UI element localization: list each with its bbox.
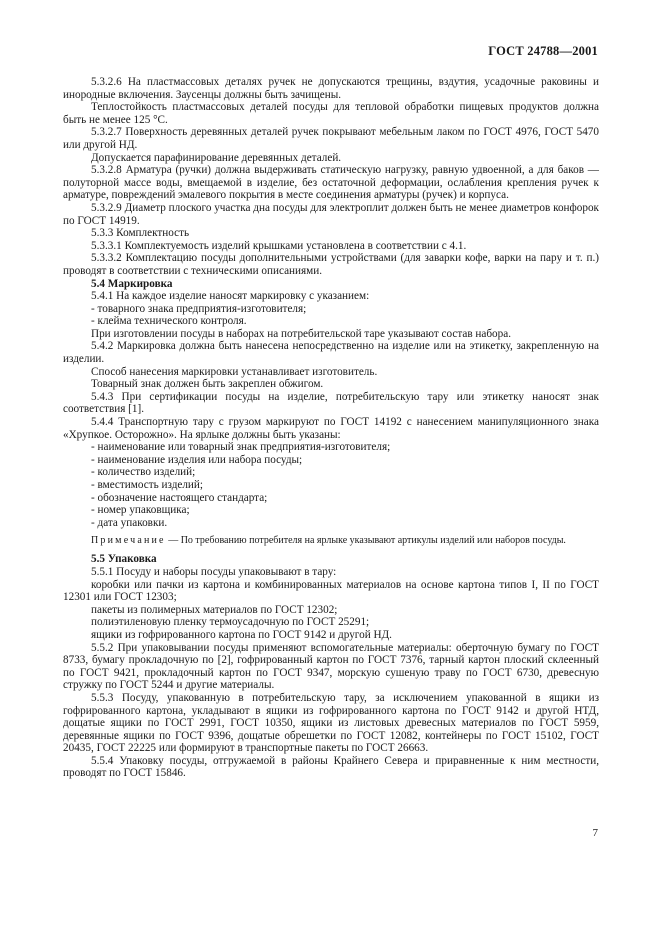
paragraph-marking-method: Способ нанесения маркировки устанавливает изготовитель. xyxy=(91,365,378,378)
note xyxy=(63,535,599,547)
list-item: - количество изделий; xyxy=(91,466,196,479)
paragraph-5-3-3-2: 5.3.3.2 Комплектацию посуды дополнительными устройствами (для заварки кофе, варки на пару и т. п.) проводят в соответствии с техническими описаниями. xyxy=(63,252,599,277)
list-item: - обозначение настоящего стандарта; xyxy=(91,491,268,504)
paragraph-paraffin: Допускается парафинирование деревянных деталей. xyxy=(91,151,342,164)
list-item: - клейма технического контроля. xyxy=(91,315,247,328)
list-item: коробки или пачки из картона и комбинированных материалов на основе картона типов I, II по ГОСТ 12301 или ГОСТ 12303; xyxy=(63,578,599,604)
list-item: - наименование или товарный знак предприятия-изготовителя; xyxy=(91,441,391,454)
paragraph-5-4-4: 5.4.4 Транспортную тару с грузом маркируют по ГОСТ 14192 с нанесением манипуляционного знака «Хрупкое. Осторожно». На ярлыке должны быть указаны: xyxy=(63,416,599,441)
note-label: Примечание xyxy=(91,535,166,547)
paragraph-5-3-2-9: 5.3.2.9 Диаметр плоского участка дна посуды для электроплит должен быть не менее диаметров конфорок по ГОСТ 14919. xyxy=(63,201,599,227)
page-number: 7 xyxy=(592,827,598,839)
paragraph-5-3-3-1: 5.3.3.1 Комплектуемость изделий крышками установлена в соответствии с 4.1. xyxy=(91,239,467,252)
paragraph-5-4-2: 5.4.2 Маркировка должна быть нанесена непосредственно на изделие или на этикетку, закрепленную на изделии. xyxy=(63,340,599,366)
paragraph-5-5-4: 5.5.4 Упаковку посуды, отгружаемой в районы Крайнего Севера и приравненные к ним местности, проводят по ГОСТ 15846. xyxy=(63,754,599,780)
paragraph-5-4-1: 5.4.1 На каждое изделие наносят маркировку с указанием: xyxy=(91,290,370,303)
document-header: ГОСТ 24788—2001 xyxy=(488,44,598,58)
note-text: — По требованию потребителя на ярлыке указывают артикулы изделий или наборов посуды. xyxy=(165,535,566,547)
list-item: - товарного знака предприятия-изготовителя; xyxy=(91,302,307,315)
list-item: полиэтиленовую пленку термоусадочную по ГОСТ 25291; xyxy=(91,616,370,629)
list-item: - дата упаковки. xyxy=(91,516,168,529)
section-heading-marking: 5.4 Маркировка xyxy=(91,277,173,290)
list-item: пакеты из полимерных материалов по ГОСТ 12302; xyxy=(91,603,338,616)
list-item: - наименование изделия или набора посуды; xyxy=(91,453,303,466)
paragraph-heat-resistance: Теплостойкость пластмассовых деталей посуды для тепловой обработки пищевых продуктов должна быть не менее 125 °С. xyxy=(63,101,599,126)
paragraph-5-3-2-7: 5.3.2.7 Поверхность деревянных деталей ручек покрывают мебельным лаком по ГОСТ 4976, ГОСТ 5470 или другой НД. xyxy=(63,126,599,151)
paragraph-trademark: Товарный знак должен быть закреплен обжигом. xyxy=(91,378,324,391)
paragraph-5-5-2: 5.5.2 При упаковывании посуды применяют вспомогательные материалы: оберточную бумагу по ГОСТ 8733, бумагу прокладочную по [2], гофрированный картон по ГОСТ 7376, тарный картон плоский склеенный по ГОСТ 9421, прокладочный картон по ГОСТ 9347, морскую сушеную траву по ГОСТ 6730, древесную стружку по ГОСТ 5244 и другие материалы. xyxy=(63,641,599,692)
list-item: - номер упаковщика; xyxy=(91,504,190,517)
list-item: - вместимость изделий; xyxy=(91,479,204,491)
paragraph-5-3-3: 5.3.3 Комплектность xyxy=(91,227,190,240)
paragraph-5-3-2-8: 5.3.2.8 Арматура (ручки) должна выдерживать статическую нагрузку, равную удвоенной, а для баков — полуторной массе воды, вмещаемой в изделие, без остаточной деформации, ослабления крепления ручек к арматуре, повреждений эмалевого покрытия в месте соединения арматуры (ручек) и корпуса. xyxy=(63,164,599,202)
list-item: ящики из гофрированного картона по ГОСТ 9142 и другой НД. xyxy=(91,628,392,641)
paragraph-5-4-3: 5.4.3 При сертификации посуды на изделие, потребительскую тару или этикетку наносят знак соответствия [1]. xyxy=(63,390,599,416)
paragraph-5-5-3: 5.5.3 Посуду, упакованную в потребительскую тару, за исключением упакованной в ящики из гофрированного картона, укладывают в ящики из гофрированного картона по ГОСТ 9142 и другой НТД, дощатые ящики по ГОСТ 2991, ГОСТ 10350, ящики из листовых древесных материалов по ГОСТ 5959, деревянные ящики по ГОСТ 9396, дощатые обрешетки по ГОСТ 12082, контейнеры по ГОСТ 15102, ГОСТ 20435, ГОСТ 22225 или формируют в транспортные пакеты по ГОСТ 26663. xyxy=(63,691,599,755)
paragraph-set-composition: При изготовлении посуды в наборах на потребительской таре указывают состав набора. xyxy=(91,327,512,340)
document-body xyxy=(63,76,599,780)
paragraph-5-3-2-6: 5.3.2.6 На пластмассовых деталях ручек не допускаются трещины, вздутия, усадочные раковины и инородные включения. Заусенцы должны быть зачищены. xyxy=(63,76,599,101)
paragraph-5-5-1: 5.5.1 Посуду и наборы посуды упаковывают в тару: xyxy=(91,565,337,578)
section-heading-packing: 5.5 Упаковка xyxy=(91,553,157,566)
